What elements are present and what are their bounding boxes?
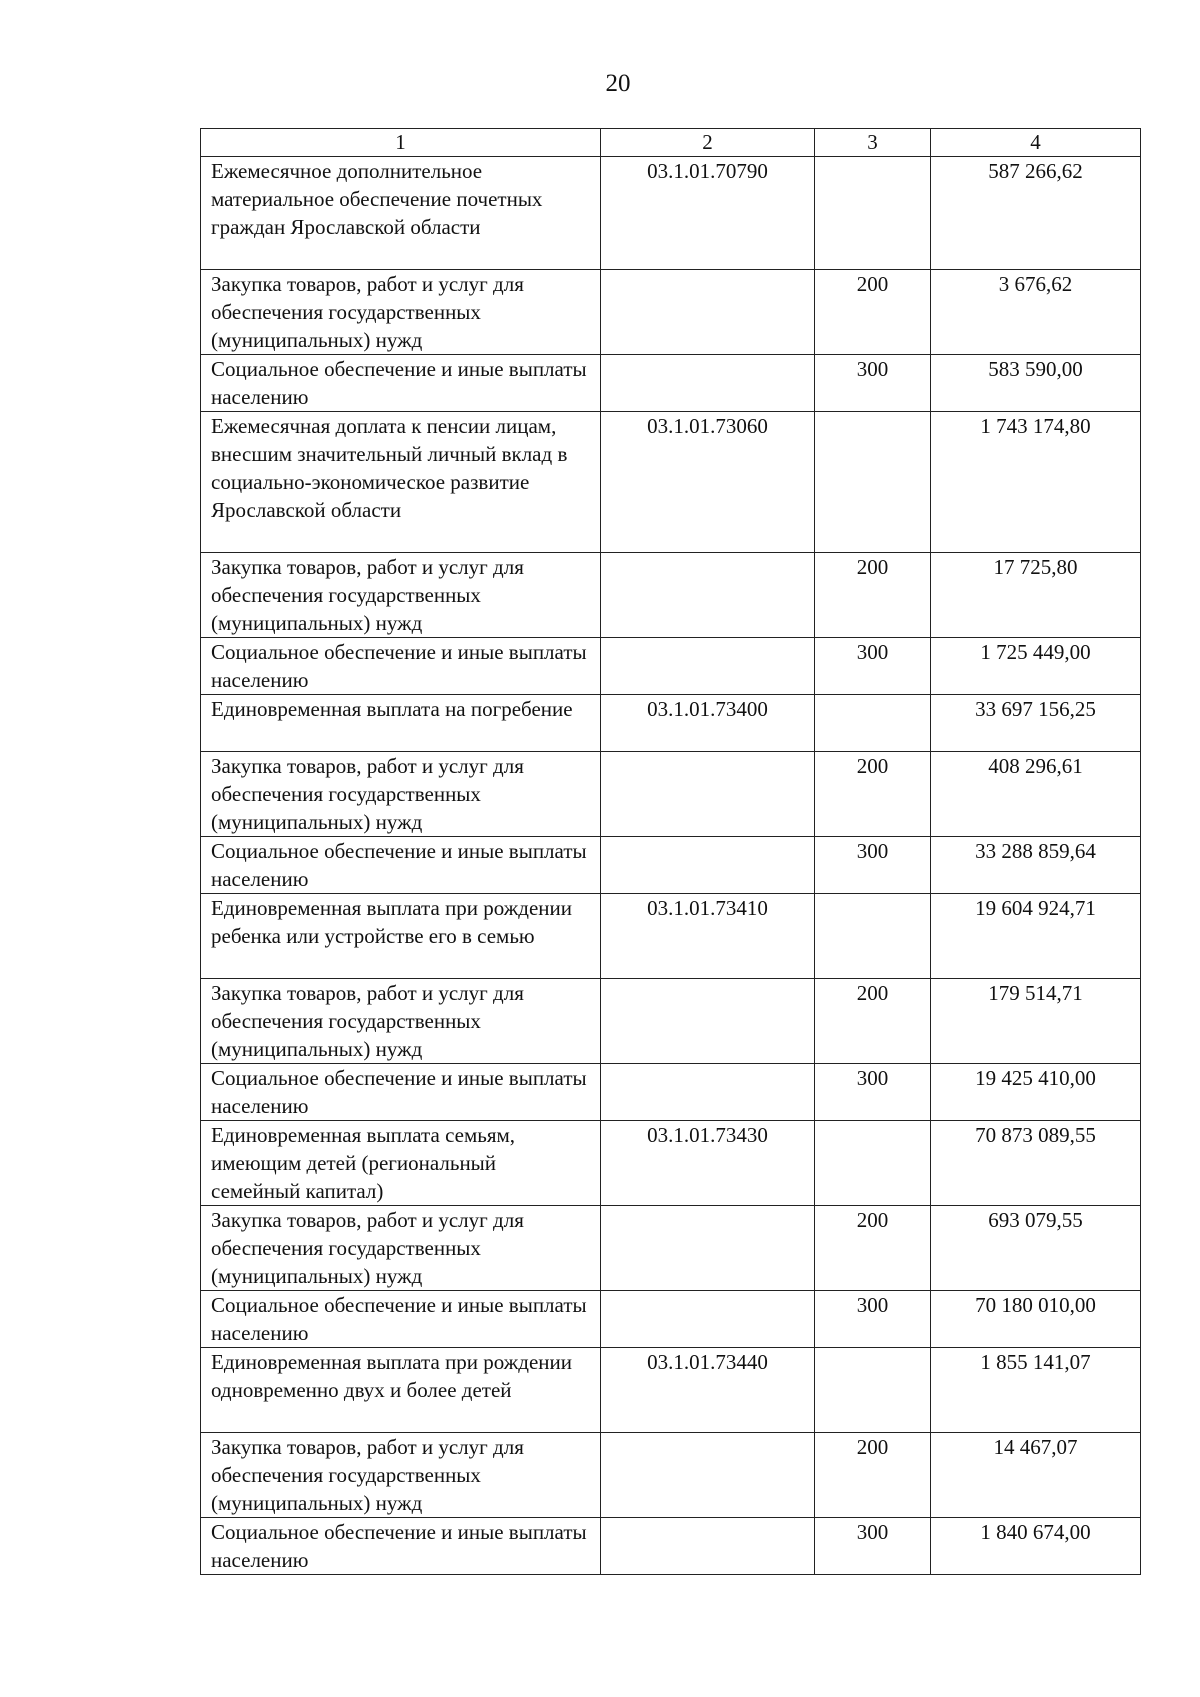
table-body xyxy=(201,129,1141,1575)
row-type-cell: 200 xyxy=(815,752,931,837)
table-row xyxy=(201,837,1141,894)
row-code-cell xyxy=(601,752,815,837)
row-amount-cell: 19 604 924,71 xyxy=(931,894,1141,979)
row-type-cell: 200 xyxy=(815,1433,931,1518)
row-code-cell: 03.1.01.73060 xyxy=(601,412,815,553)
row-name-cell: Закупка товаров, работ и услуг для обеспечения государственных (муниципальных) нужд xyxy=(201,1206,601,1291)
row-code-cell xyxy=(601,638,815,695)
row-type-cell: 300 xyxy=(815,1518,931,1575)
row-code-cell: 03.1.01.70790 xyxy=(601,157,815,270)
row-amount-cell: 1 840 674,00 xyxy=(931,1518,1141,1575)
table-row xyxy=(201,270,1141,355)
row-code-cell xyxy=(601,270,815,355)
row-amount-cell: 14 467,07 xyxy=(931,1433,1141,1518)
row-name-cell: Единовременная выплата семьям, имеющим детей (региональный семейный капитал) xyxy=(201,1121,601,1206)
table-row xyxy=(201,1518,1141,1575)
row-type-cell xyxy=(815,412,931,553)
row-code-cell xyxy=(601,355,815,412)
row-name-cell: Социальное обеспечение и иные выплаты населению xyxy=(201,1518,601,1575)
row-name-cell: Социальное обеспечение и иные выплаты населению xyxy=(201,355,601,412)
row-type-cell: 200 xyxy=(815,270,931,355)
row-amount-cell: 70 180 010,00 xyxy=(931,1291,1141,1348)
row-code-cell: 03.1.01.73400 xyxy=(601,695,815,752)
table-row xyxy=(201,979,1141,1064)
header-col-4: 4 xyxy=(931,129,1141,157)
row-amount-cell: 583 590,00 xyxy=(931,355,1141,412)
row-name-cell: Единовременная выплата при рождении ребенка или устройстве его в семью xyxy=(201,894,601,979)
row-amount-cell: 33 288 859,64 xyxy=(931,837,1141,894)
row-type-cell xyxy=(815,1121,931,1206)
table-row xyxy=(201,1064,1141,1121)
header-col-3: 3 xyxy=(815,129,931,157)
row-type-cell: 200 xyxy=(815,1206,931,1291)
row-amount-cell: 1 743 174,80 xyxy=(931,412,1141,553)
row-amount-cell: 19 425 410,00 xyxy=(931,1064,1141,1121)
row-code-cell xyxy=(601,1518,815,1575)
row-name-cell: Ежемесячное дополнительное материальное обеспечение почетных граждан Ярославской области xyxy=(201,157,601,270)
row-amount-cell: 179 514,71 xyxy=(931,979,1141,1064)
row-name-cell: Социальное обеспечение и иные выплаты населению xyxy=(201,837,601,894)
row-code-cell xyxy=(601,1291,815,1348)
row-name-cell: Закупка товаров, работ и услуг для обеспечения государственных (муниципальных) нужд xyxy=(201,752,601,837)
row-amount-cell: 1 725 449,00 xyxy=(931,638,1141,695)
row-name-cell: Закупка товаров, работ и услуг для обеспечения государственных (муниципальных) нужд xyxy=(201,270,601,355)
row-type-cell: 300 xyxy=(815,355,931,412)
row-name-cell: Единовременная выплата на погребение xyxy=(201,695,601,752)
table-row xyxy=(201,894,1141,979)
table-row xyxy=(201,412,1141,553)
row-name-cell: Социальное обеспечение и иные выплаты населению xyxy=(201,638,601,695)
row-code-cell: 03.1.01.73440 xyxy=(601,1348,815,1433)
row-code-cell xyxy=(601,1064,815,1121)
row-code-cell xyxy=(601,1206,815,1291)
row-amount-cell: 408 296,61 xyxy=(931,752,1141,837)
row-name-cell: Закупка товаров, работ и услуг для обеспечения государственных (муниципальных) нужд xyxy=(201,1433,601,1518)
row-code-cell xyxy=(601,837,815,894)
row-amount-cell: 693 079,55 xyxy=(931,1206,1141,1291)
row-amount-cell: 70 873 089,55 xyxy=(931,1121,1141,1206)
row-name-cell: Социальное обеспечение и иные выплаты населению xyxy=(201,1064,601,1121)
row-type-cell: 200 xyxy=(815,979,931,1064)
row-amount-cell: 587 266,62 xyxy=(931,157,1141,270)
row-code-cell xyxy=(601,979,815,1064)
header-col-1: 1 xyxy=(201,129,601,157)
row-code-cell xyxy=(601,1433,815,1518)
table-row xyxy=(201,638,1141,695)
row-name-cell: Закупка товаров, работ и услуг для обеспечения государственных (муниципальных) нужд xyxy=(201,553,601,638)
table-row xyxy=(201,695,1141,752)
row-name-cell: Ежемесячная доплата к пенсии лицам, внесшим значительный личный вклад в социально-экономическое развитие Ярославской области xyxy=(201,412,601,553)
row-type-cell: 300 xyxy=(815,1064,931,1121)
table-row xyxy=(201,1291,1141,1348)
row-code-cell: 03.1.01.73430 xyxy=(601,1121,815,1206)
row-name-cell: Социальное обеспечение и иные выплаты населению xyxy=(201,1291,601,1348)
row-type-cell xyxy=(815,1348,931,1433)
table-row xyxy=(201,553,1141,638)
table-row xyxy=(201,752,1141,837)
table-row xyxy=(201,1121,1141,1206)
row-type-cell xyxy=(815,894,931,979)
row-amount-cell: 17 725,80 xyxy=(931,553,1141,638)
table-row xyxy=(201,1206,1141,1291)
row-name-cell: Закупка товаров, работ и услуг для обеспечения государственных (муниципальных) нужд xyxy=(201,979,601,1064)
row-name-cell: Единовременная выплата при рождении одновременно двух и более детей xyxy=(201,1348,601,1433)
row-type-cell xyxy=(815,157,931,270)
header-col-2: 2 xyxy=(601,129,815,157)
row-amount-cell: 3 676,62 xyxy=(931,270,1141,355)
budget-table xyxy=(200,128,1141,1575)
row-amount-cell: 33 697 156,25 xyxy=(931,695,1141,752)
row-type-cell: 300 xyxy=(815,1291,931,1348)
row-code-cell: 03.1.01.73410 xyxy=(601,894,815,979)
row-type-cell: 300 xyxy=(815,837,931,894)
table-header-row xyxy=(201,129,1141,157)
row-type-cell: 300 xyxy=(815,638,931,695)
page-number: 20 xyxy=(605,70,631,97)
row-code-cell xyxy=(601,553,815,638)
row-type-cell xyxy=(815,695,931,752)
table-row xyxy=(201,157,1141,270)
table-row xyxy=(201,1433,1141,1518)
row-amount-cell: 1 855 141,07 xyxy=(931,1348,1141,1433)
row-type-cell: 200 xyxy=(815,553,931,638)
table-row xyxy=(201,1348,1141,1433)
table-row xyxy=(201,355,1141,412)
